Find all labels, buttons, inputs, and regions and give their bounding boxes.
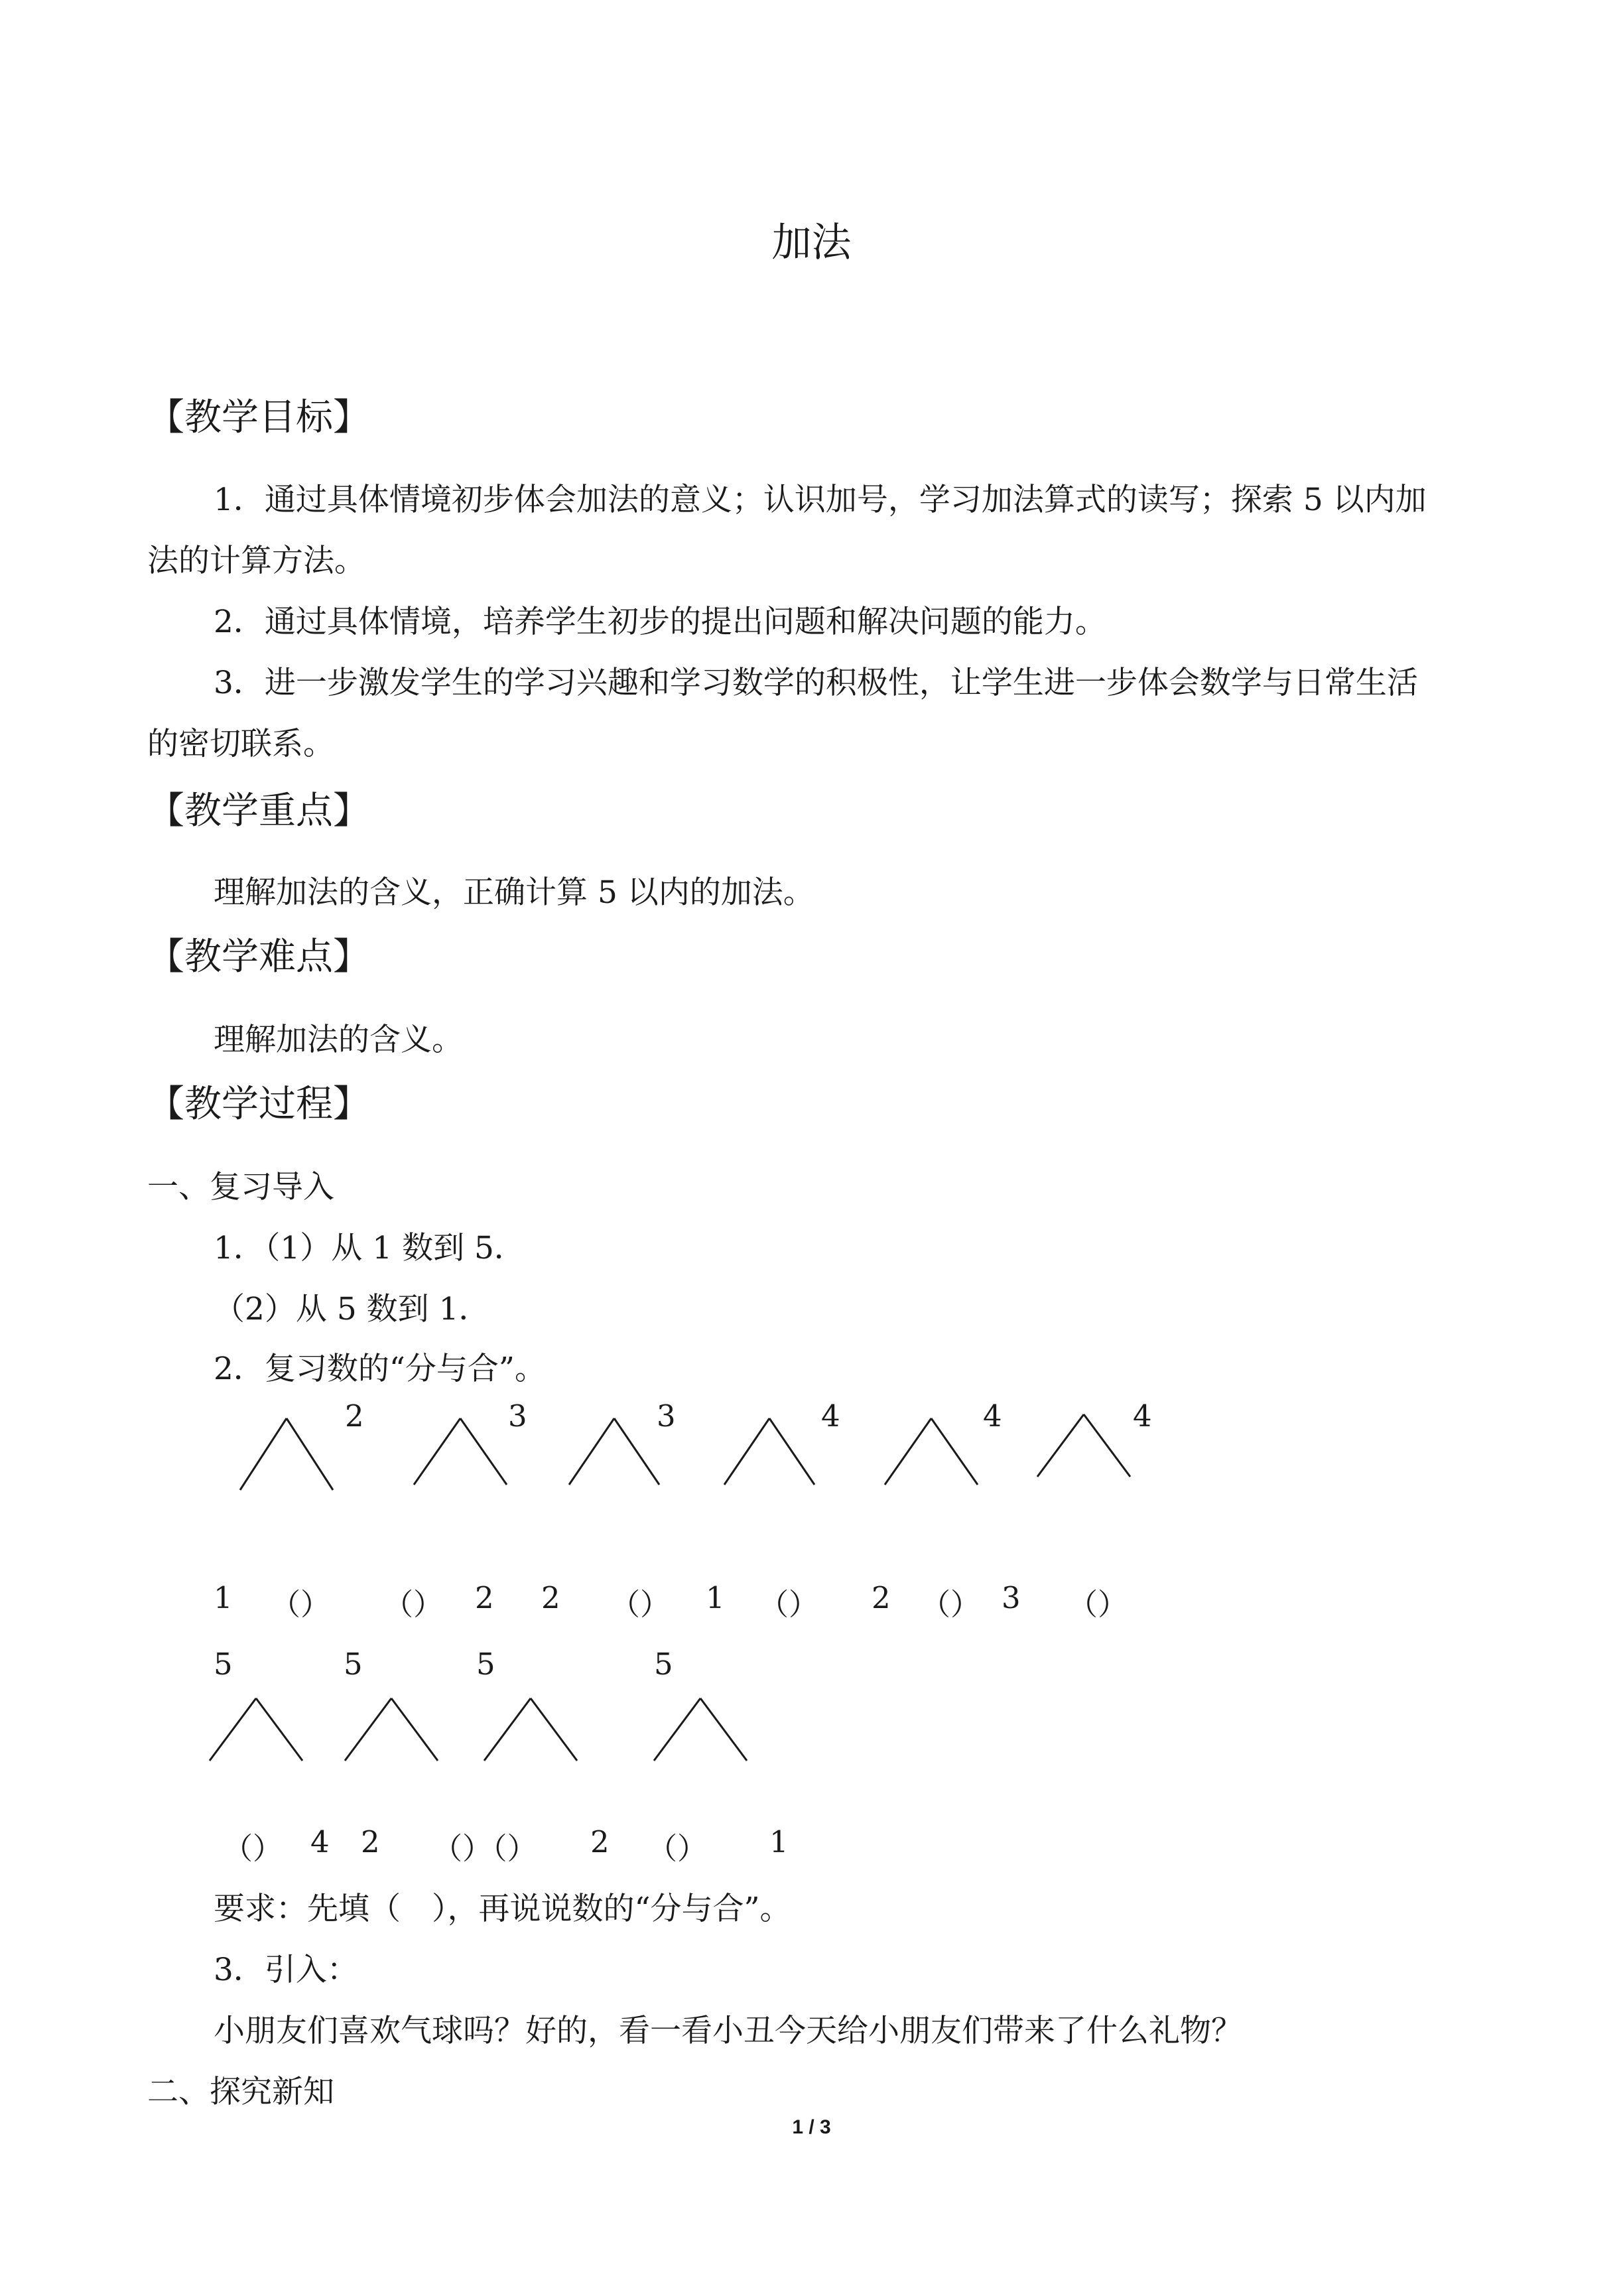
part-1-heading: 一、复习导入 [147, 1169, 334, 1205]
bond-row-1-item-4 [724, 1418, 814, 1485]
section-heading-goals: 【教学目标】 [147, 396, 370, 439]
section-heading-difficulty: 【教学难点】 [147, 935, 370, 979]
bond-row-1-item-5 [885, 1418, 978, 1485]
key-point-text: 理解加法的含义，正确计算 5 以内的加法。 [214, 874, 814, 911]
bond-row-1-top-6: 4 [1133, 1398, 1152, 1434]
bond-row-1-part-7: 1 [706, 1580, 725, 1615]
section-heading-process: 【教学过程】 [147, 1083, 370, 1126]
bond-row-2-part-7: 1 [769, 1824, 789, 1859]
bond-row-2-item-3 [484, 1698, 577, 1761]
bond-row-2-top-1: 5 [214, 1647, 233, 1682]
step-1b: （2）从 5 数到 1． [214, 1291, 490, 1327]
bond-row-1-part-12: （） [1068, 1587, 1128, 1622]
bond-row-2-item-1 [210, 1698, 302, 1761]
bond-row-2-top-4: 5 [654, 1647, 673, 1682]
bond-row-1-top-3: 3 [657, 1398, 676, 1434]
bond-row-1-part-2: （） [271, 1587, 331, 1622]
bond-row-2-part-3: 2 [361, 1824, 380, 1859]
bond-row-2-part-1: （） [223, 1831, 283, 1866]
bond-row-2-top-2: 5 [344, 1647, 363, 1682]
goal-item-3-line-1: 3．进一步激发学生的学习兴趣和学习数学的积极性，让学生进一步体会数学与日常生活 [214, 665, 1418, 701]
part-2-heading: 二、探究新知 [147, 2074, 334, 2110]
bond-row-2-item-4 [654, 1698, 747, 1761]
bond-row-1-part-5: 2 [541, 1580, 560, 1615]
bond-row-1-top-4: 4 [821, 1398, 840, 1434]
bond-row-1-part-3: （） [383, 1587, 444, 1622]
bond-row-1-part-9: 2 [872, 1580, 891, 1615]
bond-row-1-item-1 [240, 1418, 333, 1490]
bond-row-1-top-5: 4 [983, 1398, 1002, 1434]
bond-row-1-top-2: 3 [508, 1398, 527, 1434]
bond-row-1-top-1: 2 [345, 1398, 364, 1434]
bond-row-1-part-8: （） [759, 1587, 819, 1622]
bond-row-1-part-4: 2 [475, 1580, 494, 1615]
bond-row-2-part-2: 4 [310, 1824, 330, 1859]
bond-row-1-item-6 [1037, 1414, 1130, 1477]
page-number: 1 / 3 [792, 2116, 831, 2138]
difficulty-text: 理解加法的含义。 [214, 1022, 463, 1058]
step-2: 2．复习数的“分与合”。 [214, 1351, 546, 1387]
section-heading-key: 【教学重点】 [147, 789, 370, 833]
step-1a: 1．（1）从 1 数到 5． [214, 1230, 525, 1266]
goal-item-1-line-2: 法的计算方法。 [147, 543, 365, 579]
bond-row-1-part-11: 3 [1002, 1580, 1021, 1615]
requirement-text: 要求：先填（ ），再说说数的“分与合”。 [214, 1891, 791, 1927]
bond-row-1-item-3 [569, 1418, 659, 1485]
bond-row-2-item-2 [345, 1698, 438, 1761]
bond-row-1-part-10: （） [921, 1587, 981, 1622]
bond-row-2-part-4: （）（） [432, 1831, 537, 1866]
page-title: 加法 [771, 220, 852, 266]
goal-item-3-line-2: 的密切联系。 [147, 726, 334, 762]
bond-row-2-part-6: （） [647, 1831, 708, 1866]
bond-row-1-part-1: 1 [214, 1580, 233, 1615]
intro-text: 小朋友们喜欢气球吗？好的，看一看小丑今天给小朋友们带来了什么礼物？ [214, 2013, 1242, 2049]
bond-row-2-part-5: 2 [590, 1824, 610, 1859]
goal-item-1-line-1: 1．通过具体情境初步体会加法的意义；认识加号，学习加法算式的读写；探索 5 以内加 [214, 482, 1427, 518]
goal-item-2: 2．通过具体情境，培养学生初步的提出问题和解决问题的能力。 [214, 604, 1106, 640]
bond-row-2-top-3: 5 [476, 1647, 495, 1682]
bond-row-1-part-6: （） [610, 1587, 671, 1622]
step-3: 3．引入： [214, 1952, 358, 1988]
bond-row-1-item-2 [414, 1418, 507, 1485]
